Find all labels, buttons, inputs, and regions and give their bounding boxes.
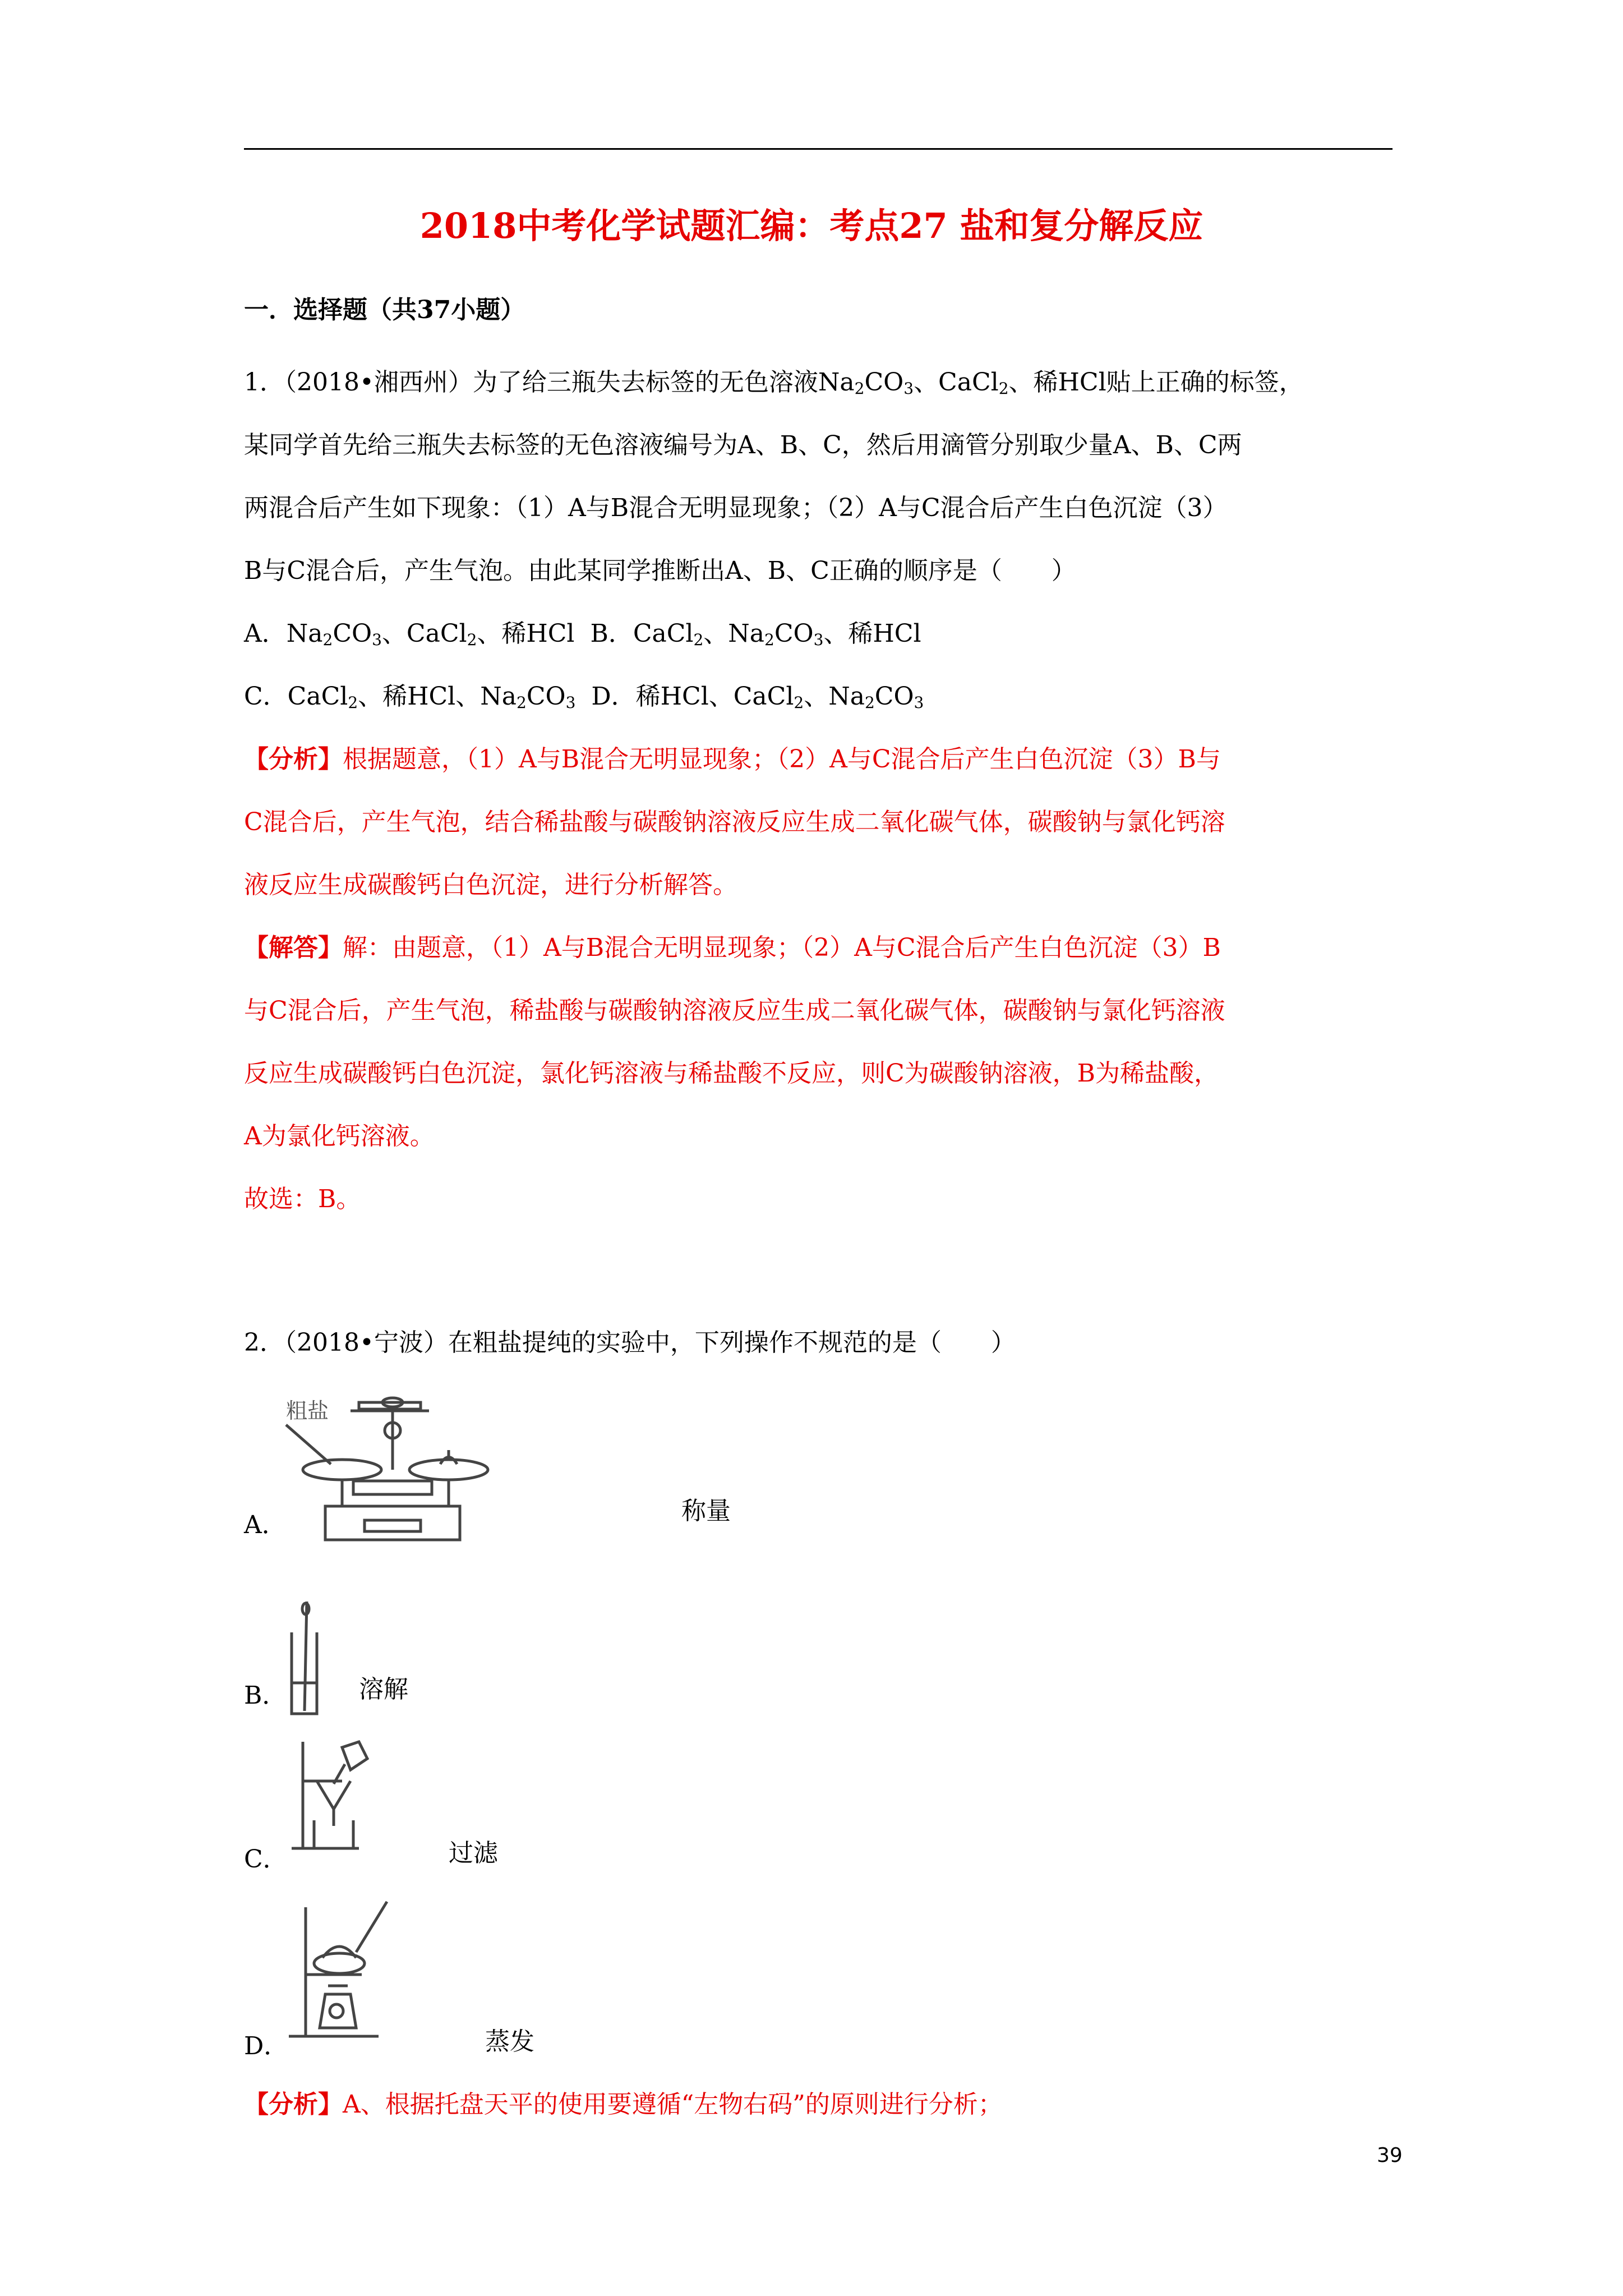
q2-option-d: D． (244, 2032, 289, 2060)
q2-option-a-text: 称量 (681, 1497, 731, 1525)
filtration-figure (292, 1736, 376, 1854)
q1-stem-line-4: B与C混合后，产生气泡。由此某同学推断出A、B、C正确的顺序是（ ） (244, 556, 1076, 585)
q1-option-b: B．CaCl$_2$、$Na_2CO_3$、稀HCl (590, 619, 921, 649)
q1-analysis-line-1: 【分析】根据题意，（1）A与B混合无明显现象；（2）A与C混合后产生白色沉淀（3）B与 (244, 745, 1221, 774)
page-number: 39 (1377, 2144, 1403, 2167)
q1-analysis-line-2: C混合后，产生气泡，结合稀盐酸与碳酸钠溶液反应生成二氧化碳气体，碳酸钠与氯化钙溶 (244, 808, 1225, 836)
q1-stem-line-3: 两混合后产生如下现象：（1）A与B混合无明显现象；（2）A与C混合后产生白色沉淀（3） (244, 494, 1228, 522)
q1-analysis-line-3: 液反应生成碳酸钙白色沉淀，进行分析解答。 (244, 871, 737, 899)
q2-option-a: A． (244, 1511, 287, 1539)
q2-option-b: B． (244, 1681, 287, 1710)
q2-stem: 2．（2018•宁波）在粗盐提纯的实验中，下列操作不规范的是（ ） (244, 1328, 1016, 1357)
q1-analysis-tag: 【分析】 (244, 745, 343, 774)
header-rule (244, 148, 1393, 150)
q1-answer-line-4: A为氯化钙溶液。 (244, 1122, 435, 1151)
q2-analysis-tag: 【分析】 (244, 2090, 343, 2119)
q1-answer-tag: 【解答】 (244, 933, 343, 962)
q1-option-a: A．$Na_2CO_3$、CaCl$_2$、稀HCl (244, 619, 575, 649)
q2-option-c: C． (244, 1845, 288, 1874)
q1-option-c: C．CaCl$_2$、稀HCl、$Na_2CO_3$ (244, 682, 576, 712)
q1-choice: 故选：B。 (244, 1185, 361, 1213)
q1-options-cd (244, 682, 924, 712)
q1-stem-line-1: 1．（2018•湘西州）为了给三瓶失去标签的无色溶液$Na_2CO_3$、CaCl$_2$、稀HCl贴上正确的标签， (244, 368, 1304, 398)
q2-option-d-text: 蒸发 (485, 2027, 534, 2056)
q1-options-ab (244, 619, 921, 649)
salt-label: 粗盐 (286, 1398, 329, 1423)
q2-option-c-text: 过滤 (449, 1839, 498, 1867)
q2-analysis-line-1: 【分析】A、根据托盘天平的使用要遵循“左物右码”的原则进行分析； (244, 2090, 1003, 2119)
q2-option-b-text: 溶解 (359, 1675, 408, 1704)
section-heading: 一．选择题（共37小题） (244, 296, 525, 324)
balance-figure (280, 1386, 516, 1571)
q1-answer-line-1: 【解答】解：由题意，（1）A与B混合无明显现象；（2）A与C混合后产生白色沉淀（3）B (244, 933, 1221, 962)
beaker-stirring-figure (283, 1599, 328, 1722)
q1-stem-line-2: 某同学首先给三瓶失去标签的无色溶液编号为A、B、C，然后用滴管分别取少量A、B、C两 (244, 431, 1242, 459)
page-title: 2018中考化学试题汇编：考点27 盐和复分解反应 (419, 205, 1204, 246)
q1-answer-line-3: 反应生成碳酸钙白色沉淀，氯化钙溶液与稀盐酸不反应，则C为碳酸钠溶液，B为稀盐酸， (244, 1059, 1219, 1088)
q1-option-d: D．稀HCl、CaCl$_2$、$Na_2CO_3$ (591, 682, 924, 712)
q1-answer-line-2: 与C混合后，产生气泡，稀盐酸与碳酸钠溶液反应生成二氧化碳气体，碳酸钠与氯化钙溶液 (244, 996, 1225, 1025)
evaporation-figure (289, 1896, 401, 2042)
